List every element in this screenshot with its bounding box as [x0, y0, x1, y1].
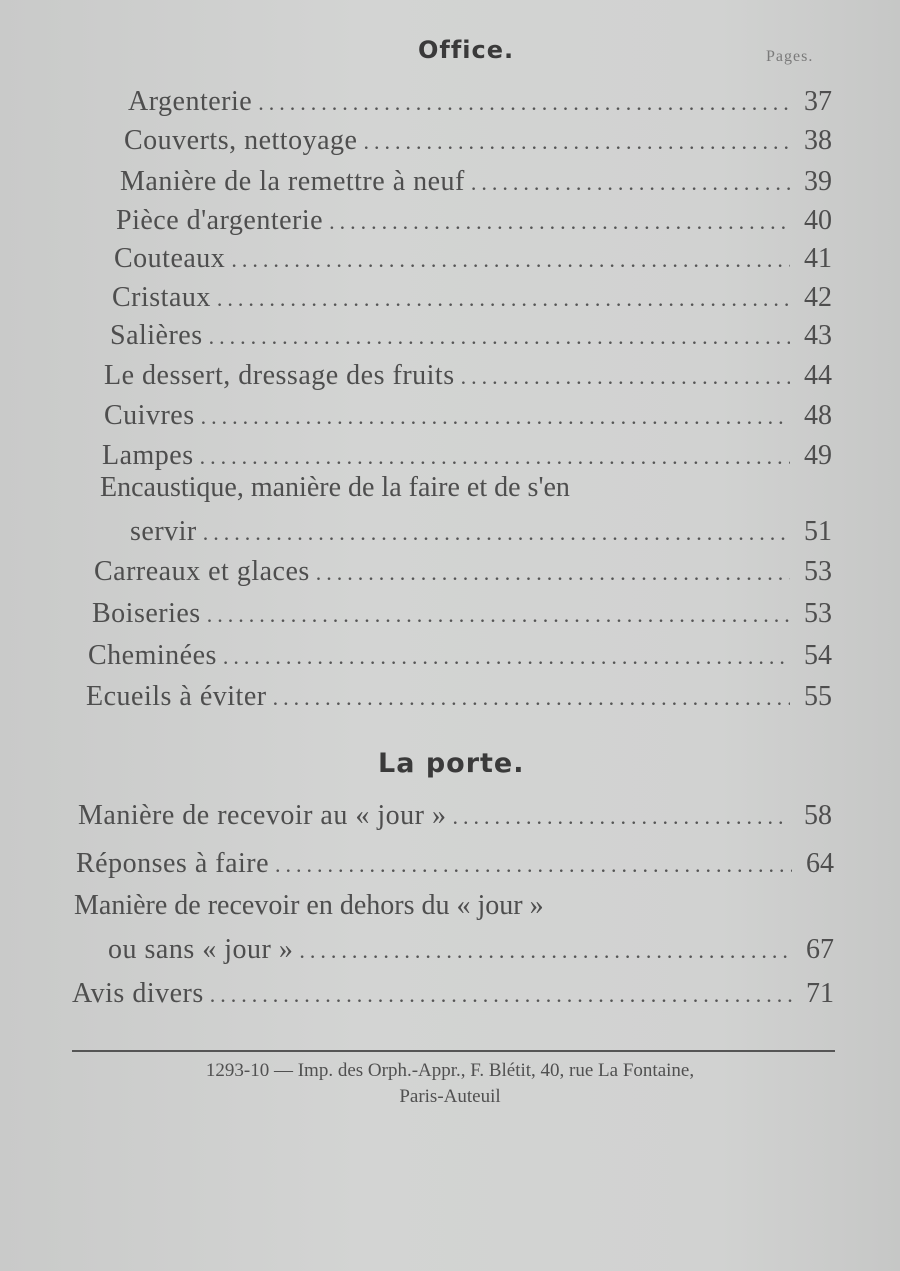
- entry-label-continuation: servir: [130, 516, 197, 547]
- toc-entry: [116, 205, 840, 237]
- entry-page: 37: [804, 86, 832, 117]
- entry-label: Couteaux: [114, 243, 226, 274]
- toc-entry: [86, 681, 840, 713]
- entry-page: 49: [804, 440, 832, 471]
- leader-dots: [329, 209, 790, 235]
- leader-dots: [201, 404, 790, 430]
- entry-label: Cheminées: [88, 640, 217, 671]
- entry-page: 44: [804, 360, 832, 391]
- toc-entry: [124, 125, 840, 157]
- leader-dots: [316, 560, 790, 586]
- entry-label: Carreaux et glaces: [94, 556, 310, 587]
- entry-label-continuation: ou sans « jour »: [108, 934, 294, 965]
- entry-label: Couverts, nettoyage: [124, 125, 358, 156]
- entry-label-first-line: Manière de recevoir en dehors du « jour »: [74, 890, 544, 921]
- toc-entry: [92, 598, 840, 630]
- entry-page: 38: [804, 125, 832, 156]
- entry-label: Lampes: [102, 440, 194, 471]
- toc-entry: [112, 282, 840, 314]
- toc-entry: [104, 400, 840, 432]
- toc-entry: [76, 848, 842, 880]
- imprint-line-2: Paris-Auteuil: [399, 1086, 501, 1107]
- leader-dots: [203, 520, 790, 546]
- toc-entry: [108, 934, 842, 966]
- leader-dots: [299, 938, 792, 964]
- entry-label: Salières: [110, 320, 203, 351]
- entry-label: Avis divers: [72, 978, 204, 1009]
- leader-dots: [223, 644, 790, 670]
- entry-page: 51: [804, 516, 832, 547]
- entry-page: 55: [804, 681, 832, 712]
- toc-entry: [102, 440, 840, 472]
- entry-page: 39: [804, 166, 832, 197]
- leader-dots: [273, 685, 790, 711]
- leader-dots: [258, 90, 790, 116]
- leader-dots: [207, 602, 790, 628]
- leader-dots: [275, 852, 792, 878]
- section-title-office: Office.: [418, 36, 515, 64]
- leader-dots: [209, 324, 790, 350]
- entry-label: Le dessert, dressage des fruits: [104, 360, 455, 391]
- entry-label-first-line: Encaustique, manière de la faire et de s'en: [100, 472, 570, 503]
- toc-entry: [128, 86, 840, 118]
- toc-entry: [104, 360, 840, 392]
- toc-entry: [130, 516, 840, 548]
- toc-entry: [88, 640, 840, 672]
- toc-entry: [114, 243, 840, 275]
- entry-page: 40: [804, 205, 832, 236]
- entry-page: 64: [806, 848, 834, 879]
- section-title-la-porte: La porte.: [378, 748, 525, 779]
- entry-page: 41: [804, 243, 832, 274]
- toc-entry: [78, 800, 840, 832]
- entry-label: Manière de la remettre à neuf: [120, 166, 465, 197]
- entry-page: 71: [806, 978, 834, 1009]
- entry-label: Cuivres: [104, 400, 195, 431]
- leader-dots: [471, 170, 790, 196]
- entry-label: Boiseries: [92, 598, 201, 629]
- entry-page: 58: [804, 800, 832, 831]
- entry-page: 54: [804, 640, 832, 671]
- leader-dots: [231, 247, 790, 273]
- toc-entry: [72, 978, 842, 1010]
- entry-label: Cristaux: [112, 282, 211, 313]
- leader-dots: [461, 364, 790, 390]
- entry-page: 43: [804, 320, 832, 351]
- entry-page: 42: [804, 282, 832, 313]
- leader-dots: [363, 129, 790, 155]
- entry-page: 53: [804, 556, 832, 587]
- footer-rule: [72, 1050, 835, 1052]
- pages-column-label: Pages.: [766, 48, 814, 65]
- toc-entry: [110, 320, 840, 352]
- toc-entry: [94, 556, 840, 588]
- leader-dots: [452, 804, 790, 830]
- entry-label: Pièce d'argenterie: [116, 205, 324, 236]
- entry-page: 48: [804, 400, 832, 431]
- toc-entry: [120, 166, 840, 198]
- imprint-line-1: 1293-10 — Imp. des Orph.-Appr., F. Blétit, 40, rue La Fontaine,: [205, 1060, 695, 1081]
- entry-label: Ecueils à éviter: [86, 681, 267, 712]
- leader-dots: [217, 286, 790, 312]
- entry-label: Argenterie: [128, 86, 253, 117]
- leader-dots: [200, 444, 790, 470]
- leader-dots: [210, 982, 792, 1008]
- entry-label: Réponses à faire: [76, 848, 270, 879]
- entry-page: 67: [806, 934, 834, 965]
- entry-label: Manière de recevoir au « jour »: [78, 800, 447, 831]
- entry-page: 53: [804, 598, 832, 629]
